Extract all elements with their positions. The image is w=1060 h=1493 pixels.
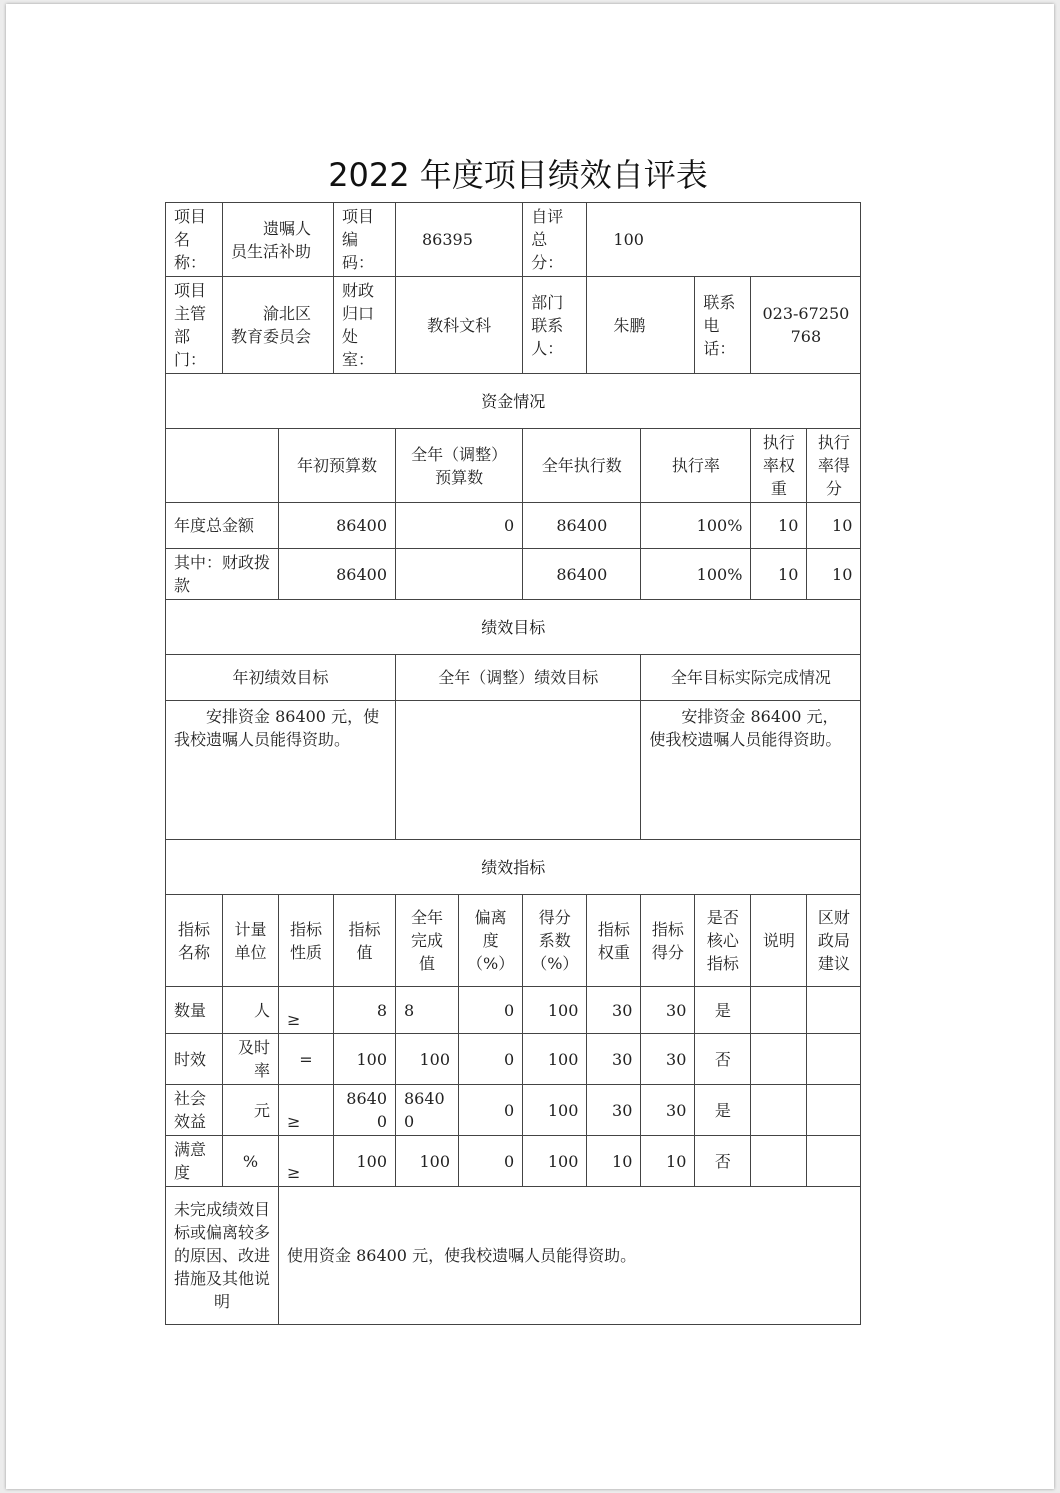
adjusted-goal-text — [396, 701, 641, 840]
indicator-nature: ≥ — [279, 1085, 334, 1136]
indicator-name: 时效 — [166, 1034, 223, 1085]
indicator-completed: 100 — [396, 1136, 459, 1187]
project-code-value: 86395 — [396, 203, 523, 277]
execution-rate-cell: 100% — [641, 549, 751, 600]
indicator-completed: 8 — [396, 987, 459, 1034]
goals-content-row — [166, 701, 861, 840]
rate-score-header: 执行率得分 — [807, 429, 861, 503]
indicator-row — [166, 987, 861, 1034]
indicator-coefficient: 100 — [523, 1085, 587, 1136]
indicator-deviation: 0 — [459, 987, 523, 1034]
project-code-label: 项目编码： — [334, 203, 396, 277]
indicator-deviation: 0 — [459, 1034, 523, 1085]
indicators-header-row — [166, 895, 861, 987]
deviation-header: 偏离度（%） — [459, 895, 523, 987]
self-score-value: 100 — [587, 203, 861, 277]
funds-row — [166, 503, 861, 549]
indicator-core: 是 — [695, 987, 751, 1034]
indicator-unit: 及时率 — [223, 1034, 279, 1085]
indicators-section-title: 绩效指标 — [166, 840, 861, 895]
indicator-note — [751, 987, 807, 1034]
indicator-unit: % — [223, 1136, 279, 1187]
indicator-row — [166, 1085, 861, 1136]
completed-value-header: 全年完成值 — [396, 895, 459, 987]
project-name-label: 项目名称： — [166, 203, 223, 277]
phone-label: 联系电话： — [695, 277, 751, 374]
indicator-unit: 元 — [223, 1085, 279, 1136]
info-row-2 — [166, 277, 861, 374]
indicator-score: 30 — [641, 1034, 695, 1085]
indicator-advice — [807, 987, 861, 1034]
rate-score-cell: 10 — [807, 503, 861, 549]
indicator-score: 10 — [641, 1136, 695, 1187]
rate-weight-cell: 10 — [751, 503, 807, 549]
indicator-name: 数量 — [166, 987, 223, 1034]
finance-office-label: 财政归口处室： — [334, 277, 396, 374]
executed-header: 全年执行数 — [523, 429, 641, 503]
funds-header-row — [166, 429, 861, 503]
initial-goal-header: 年初绩效目标 — [166, 655, 396, 701]
funds-section-row — [166, 374, 861, 429]
indicator-nature: ≥ — [279, 987, 334, 1034]
indicator-advice — [807, 1034, 861, 1085]
goals-section-row — [166, 600, 861, 655]
initial-budget-cell: 86400 — [279, 549, 396, 600]
contact-person-label: 部门联系人： — [523, 277, 587, 374]
indicator-target: 8 — [334, 987, 396, 1034]
department-value: 渝北区教育委员会 — [223, 277, 334, 374]
funds-section-title: 资金情况 — [166, 374, 861, 429]
finance-advice-header: 区财政局建议 — [807, 895, 861, 987]
page-title: 2022 年度项目绩效自评表 — [328, 156, 708, 194]
executed-cell: 86400 — [523, 503, 641, 549]
indicator-name: 社会效益 — [166, 1085, 223, 1136]
indicator-deviation: 0 — [459, 1085, 523, 1136]
info-row-1 — [166, 203, 861, 277]
contact-person-value: 朱鹏 — [587, 277, 695, 374]
indicator-weight: 30 — [587, 1034, 641, 1085]
funds-header-blank — [166, 429, 279, 503]
indicator-advice — [807, 1085, 861, 1136]
indicator-unit: 人 — [223, 987, 279, 1034]
indicator-target: 86400 — [334, 1085, 396, 1136]
rate-weight-header: 执行率权重 — [751, 429, 807, 503]
indicator-weight: 10 — [587, 1136, 641, 1187]
finance-office-value: 教科文科 — [396, 277, 523, 374]
indicator-note — [751, 1085, 807, 1136]
explanation-row — [166, 1187, 861, 1325]
indicator-coefficient: 100 — [523, 1034, 587, 1085]
indicator-coefficient: 100 — [523, 987, 587, 1034]
funds-row — [166, 549, 861, 600]
unit-header: 计量单位 — [223, 895, 279, 987]
explanation-label: 未完成绩效目标或偏离较多的原因、改进措施及其他说明 — [166, 1187, 279, 1325]
indicator-core: 是 — [695, 1085, 751, 1136]
target-value-header: 指标值 — [334, 895, 396, 987]
execution-rate-cell: 100% — [641, 503, 751, 549]
indicator-row — [166, 1136, 861, 1187]
indicator-weight: 30 — [587, 987, 641, 1034]
indicator-note — [751, 1034, 807, 1085]
actual-completion-header: 全年目标实际完成情况 — [641, 655, 861, 701]
phone-value: 023-67250768 — [751, 277, 861, 374]
indicator-target: 100 — [334, 1136, 396, 1187]
indicator-nature: ≥ — [279, 1136, 334, 1187]
score-coefficient-header: 得分系数（%） — [523, 895, 587, 987]
indicator-coefficient: 100 — [523, 1136, 587, 1187]
indicator-completed: 100 — [396, 1034, 459, 1085]
self-evaluation-table — [165, 202, 861, 1325]
goals-header-row — [166, 655, 861, 701]
document-page — [6, 4, 1054, 1489]
execution-rate-header: 执行率 — [641, 429, 751, 503]
indicator-core: 否 — [695, 1034, 751, 1085]
indicator-nature: = — [279, 1034, 334, 1085]
project-name-value: 遗嘱人员生活补助 — [223, 203, 334, 277]
explanation-text: 使用资金 86400 元，使我校遗嘱人员能得资助。 — [279, 1187, 861, 1325]
executed-cell: 86400 — [523, 549, 641, 600]
note-header: 说明 — [751, 895, 807, 987]
indicator-weight-header: 指标权重 — [587, 895, 641, 987]
adjusted-goal-header: 全年（调整）绩效目标 — [396, 655, 641, 701]
indicator-target: 100 — [334, 1034, 396, 1085]
actual-completion-text: 安排资金 86400 元，使我校遗嘱人员能得资助。 — [641, 701, 861, 840]
indicator-deviation: 0 — [459, 1136, 523, 1187]
indicator-row — [166, 1034, 861, 1085]
initial-budget-header: 年初预算数 — [279, 429, 396, 503]
indicator-score: 30 — [641, 1085, 695, 1136]
indicator-name: 满意度 — [166, 1136, 223, 1187]
indicator-note — [751, 1136, 807, 1187]
indicator-weight: 30 — [587, 1085, 641, 1136]
indicator-completed: 86400 — [396, 1085, 459, 1136]
self-score-label: 自评总分： — [523, 203, 587, 277]
adjusted-budget-cell: 0 — [396, 503, 523, 549]
indicator-score: 30 — [641, 987, 695, 1034]
indicators-section-row — [166, 840, 861, 895]
indicator-core: 否 — [695, 1136, 751, 1187]
funds-row-label: 年度总金额 — [166, 503, 279, 549]
indicator-score-header: 指标得分 — [641, 895, 695, 987]
department-label: 项目主管部门： — [166, 277, 223, 374]
indicator-advice — [807, 1136, 861, 1187]
core-indicator-header: 是否核心指标 — [695, 895, 751, 987]
funds-row-label: 其中：财政拨款 — [166, 549, 279, 600]
rate-weight-cell: 10 — [751, 549, 807, 600]
initial-goal-text: 安排资金 86400 元，使我校遗嘱人员能得资助。 — [166, 701, 396, 840]
goals-section-title: 绩效目标 — [166, 600, 861, 655]
adjusted-budget-cell — [396, 549, 523, 600]
nature-header: 指标性质 — [279, 895, 334, 987]
initial-budget-cell: 86400 — [279, 503, 396, 549]
rate-score-cell: 10 — [807, 549, 861, 600]
indicator-name-header: 指标名称 — [166, 895, 223, 987]
adjusted-budget-header: 全年（调整）预算数 — [396, 429, 523, 503]
